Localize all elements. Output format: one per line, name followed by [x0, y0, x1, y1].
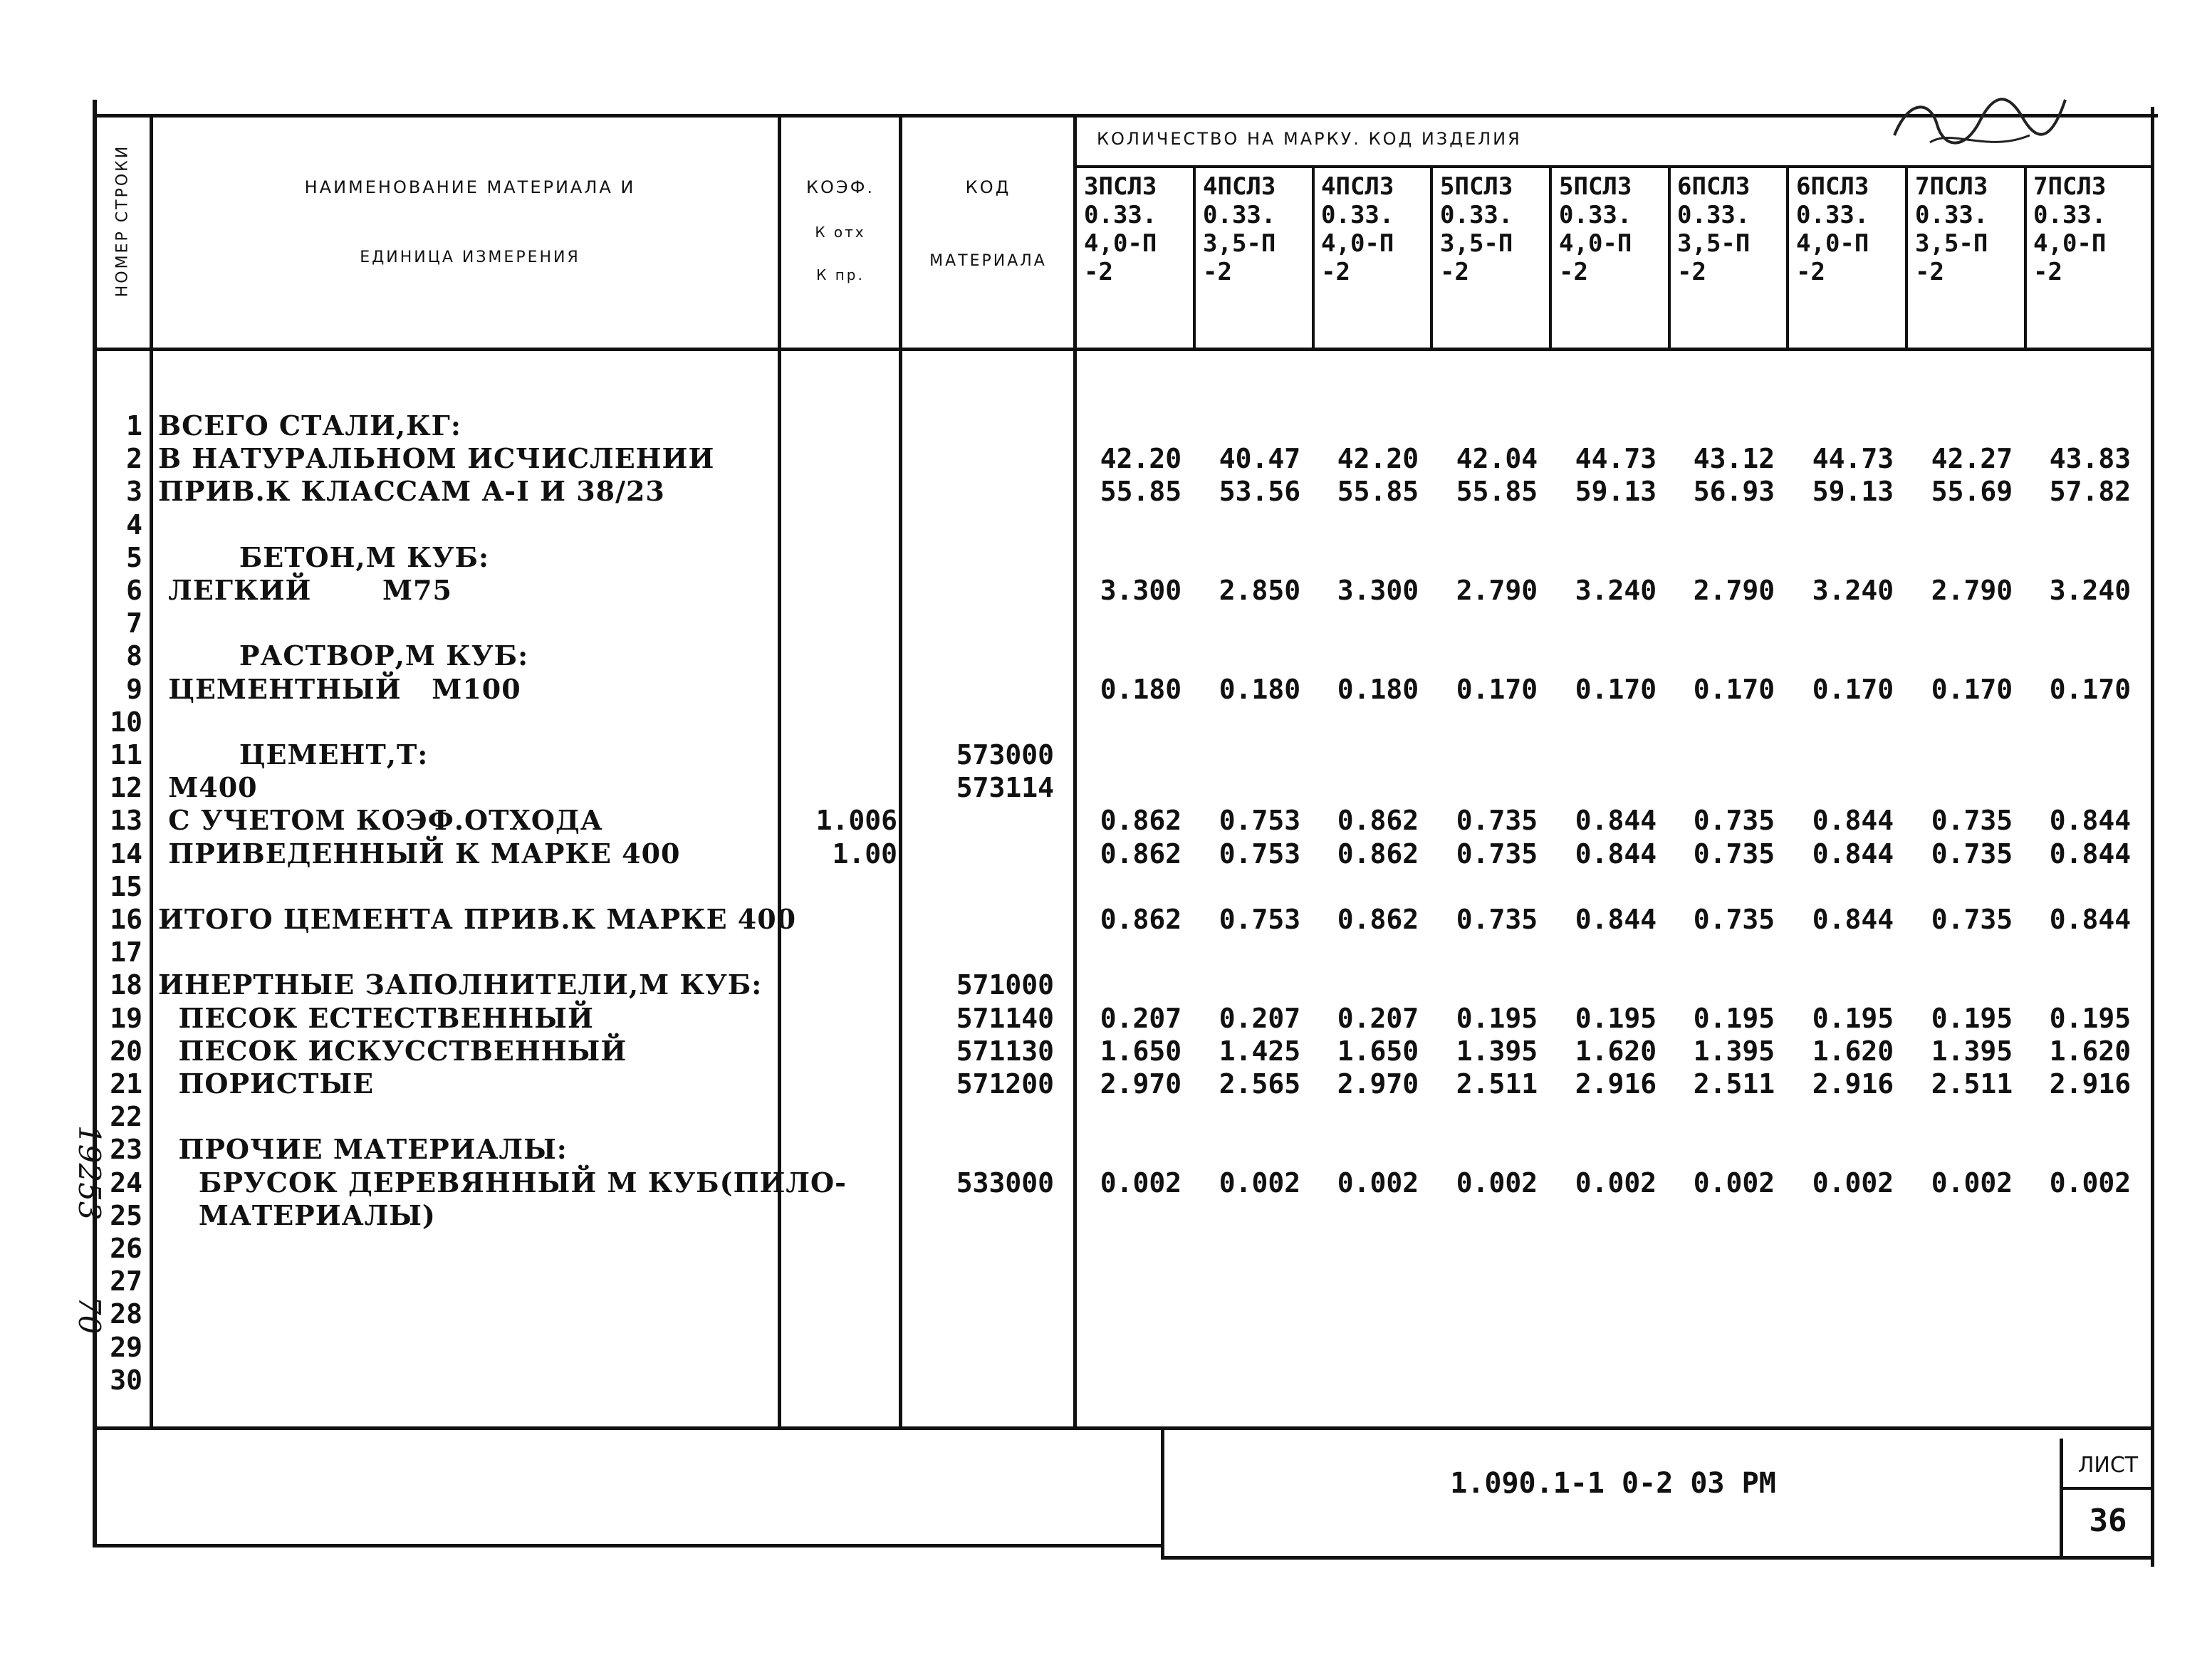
quantity-value: 3.240 — [1812, 575, 1894, 606]
row-number: 17 — [110, 936, 142, 969]
quantity-value: 0.195 — [1931, 1002, 2013, 1034]
quantity-header: КОЛИЧЕСТВО НА МАРКУ. КОД ИЗДЕЛИЯ — [1097, 129, 1522, 149]
material-code: 573114 — [956, 772, 1054, 804]
code-header-line1: КОД — [965, 177, 1011, 197]
row-number: 26 — [110, 1233, 142, 1264]
quantity-value: 0.844 — [1812, 805, 1894, 837]
quantity-value: 0.735 — [1693, 805, 1775, 837]
sheet-number: 36 — [2089, 1503, 2127, 1539]
material-name: ПРОЧИЕ МАТЕРИАЛЫ: — [158, 1133, 568, 1166]
quantity-value: 0.844 — [1575, 837, 1657, 870]
quantity-value: 0.002 — [1812, 1166, 1894, 1199]
material-name: ПЕСОК ЕСТЕСТВЕННЫЙ — [158, 1001, 594, 1034]
quantity-value: 44.73 — [1812, 443, 1894, 475]
quantity-value: 0.735 — [1931, 837, 2013, 870]
row-number: 10 — [110, 706, 142, 738]
quantity-value: 0.735 — [1693, 837, 1775, 870]
row-number: 9 — [126, 673, 142, 705]
quantity-value: 40.47 — [1219, 443, 1301, 475]
quantity-value: 42.20 — [1100, 443, 1182, 475]
quantity-value: 0.002 — [2049, 1166, 2132, 1199]
material-code: 573000 — [956, 739, 1054, 771]
koef-header-line1: КОЭФ. — [806, 177, 875, 197]
row-number: 3 — [126, 476, 142, 508]
frame-bottom-line — [93, 1544, 1161, 1547]
quantity-value: 0.170 — [1812, 673, 1894, 705]
quantity-value: 1.425 — [1219, 1035, 1301, 1067]
row-number: 1 — [126, 410, 142, 442]
quantity-value: 0.180 — [1337, 673, 1419, 705]
product-code: 5ПСЛ3 0.33. 3,5-П -2 — [1440, 172, 1513, 286]
quantity-value: 0.735 — [1693, 904, 1775, 935]
quantity-value: 2.850 — [1219, 575, 1301, 606]
row-number: 18 — [110, 969, 142, 1001]
row-number: 20 — [110, 1035, 142, 1067]
material-name: РАСТВОР,М КУБ: — [158, 640, 529, 672]
quantity-value: 0.862 — [1100, 837, 1182, 870]
quantity-value: 0.844 — [2049, 837, 2132, 870]
koef-header-line3: К пр. — [816, 266, 865, 283]
material-name: ИНЕРТНЫЕ ЗАПОЛНИТЕЛИ,М КУБ: — [158, 969, 763, 1001]
quantity-value: 0.844 — [1812, 904, 1894, 935]
row-number: 25 — [110, 1199, 142, 1231]
quantity-value: 1.620 — [1812, 1035, 1894, 1067]
product-code: 5ПСЛ3 0.33. 4,0-П -2 — [1559, 172, 1632, 286]
quantity-value: 0.195 — [1575, 1002, 1657, 1034]
quantity-value: 0.844 — [1575, 805, 1657, 837]
quantity-value: 0.195 — [1456, 1002, 1538, 1034]
product-code: 7ПСЛ3 0.33. 3,5-П -2 — [1915, 172, 1988, 286]
quantity-value: 0.735 — [1456, 805, 1538, 837]
quantity-value: 2.916 — [1575, 1068, 1657, 1100]
quantity-value: 0.844 — [2049, 805, 2132, 837]
document-designation: 1.090.1-1 0-2 03 РМ — [1450, 1467, 1776, 1500]
frame-top-line — [93, 114, 2158, 118]
quantity-value: 2.916 — [2049, 1068, 2132, 1100]
frame-bottom-right-line — [1161, 1556, 2154, 1560]
quantity-value: 0.862 — [1337, 837, 1419, 870]
material-name: ЛЕГКИЙ М75 — [158, 574, 452, 606]
quantity-value: 0.735 — [1931, 904, 2013, 935]
inventory-number: 19253 — [72, 1125, 107, 1221]
row-number: 14 — [110, 837, 142, 870]
row-number: 21 — [110, 1068, 142, 1100]
row-number: 13 — [110, 805, 142, 837]
row-number: 30 — [110, 1364, 142, 1396]
quantity-value: 56.93 — [1693, 476, 1775, 508]
material-code: 571130 — [956, 1035, 1054, 1067]
quantity-value: 1.620 — [2049, 1035, 2132, 1067]
quantity-value: 0.844 — [2049, 904, 2132, 935]
quantity-value: 0.844 — [1812, 837, 1894, 870]
quantity-value: 3.240 — [1575, 575, 1657, 606]
prod-sep-1 — [1193, 165, 1196, 349]
quantity-value: 0.002 — [1337, 1166, 1419, 1199]
quantity-value: 0.735 — [1931, 805, 2013, 837]
quantity-value: 0.753 — [1219, 904, 1301, 935]
quantity-value: 0.170 — [2049, 673, 2132, 705]
quantity-value: 0.862 — [1100, 805, 1182, 837]
quantity-value: 57.82 — [2049, 476, 2132, 508]
quantity-value: 0.862 — [1337, 904, 1419, 935]
quantity-value: 42.04 — [1456, 443, 1538, 475]
product-code: 7ПСЛ3 0.33. 4,0-П -2 — [2033, 172, 2107, 286]
quantity-value: 55.85 — [1100, 476, 1182, 508]
material-name: М400 — [158, 771, 258, 804]
quantity-header-line — [1075, 165, 2153, 168]
footer-sheet-sep — [2060, 1439, 2063, 1560]
frame-right-line — [2151, 107, 2154, 1567]
row-number: 28 — [110, 1298, 142, 1330]
material-name: ПРИВЕДЕННЫЙ К МАРКЕ 400 — [158, 837, 681, 870]
quantity-value: 0.180 — [1219, 673, 1301, 705]
col-sep-code — [1073, 114, 1077, 1428]
quantity-value: 3.240 — [2049, 575, 2132, 606]
quantity-value: 43.83 — [2049, 443, 2132, 475]
name-header-line2: ЕДИНИЦА ИЗМЕРЕНИЯ — [360, 249, 580, 266]
code-header-line2: МАТЕРИАЛА — [929, 252, 1047, 270]
quantity-value: 55.85 — [1456, 476, 1538, 508]
quantity-value: 1.650 — [1337, 1035, 1419, 1067]
quantity-value: 0.170 — [1456, 673, 1538, 705]
quantity-value: 2.790 — [1456, 575, 1538, 606]
quantity-value: 0.195 — [1693, 1002, 1775, 1034]
material-name: ЦЕМЕНТ,Т: — [158, 738, 429, 771]
material-name: ЦЕМЕНТНЫЙ М100 — [158, 672, 521, 705]
quantity-value: 0.735 — [1456, 904, 1538, 935]
quantity-value: 0.002 — [1931, 1166, 2013, 1199]
prod-sep-5 — [1668, 165, 1671, 349]
quantity-value: 0.180 — [1100, 673, 1182, 705]
quantity-value: 0.170 — [1931, 673, 2013, 705]
koef-header-line2: К отх — [815, 224, 866, 241]
material-name: ПРИВ.К КЛАССАМ А-I И 38/23 — [158, 475, 665, 508]
quantity-value: 1.395 — [1693, 1035, 1775, 1067]
footer-sheet-mid — [2060, 1487, 2152, 1490]
quantity-value: 0.002 — [1456, 1166, 1538, 1199]
quantity-value: 2.970 — [1100, 1068, 1182, 1100]
quantity-value: 2.511 — [1456, 1068, 1538, 1100]
quantity-value: 1.650 — [1100, 1035, 1182, 1067]
quantity-value: 59.13 — [1812, 476, 1894, 508]
product-code: 6ПСЛ3 0.33. 3,5-П -2 — [1677, 172, 1751, 286]
quantity-value: 0.207 — [1100, 1002, 1182, 1034]
row-number: 12 — [110, 772, 142, 804]
waste-coefficient: 1.00 — [832, 837, 897, 870]
product-code: 6ПСЛ3 0.33. 4,0-П -2 — [1796, 172, 1869, 286]
quantity-value: 55.69 — [1931, 476, 2013, 508]
quantity-value: 0.207 — [1219, 1002, 1301, 1034]
quantity-value: 0.735 — [1456, 837, 1538, 870]
quantity-value: 55.85 — [1337, 476, 1419, 508]
quantity-value: 44.73 — [1575, 443, 1657, 475]
material-code: 571000 — [956, 969, 1054, 1001]
material-code: 571140 — [956, 1002, 1054, 1034]
footer-sep-left — [1161, 1428, 1164, 1556]
row-number: 7 — [126, 607, 142, 640]
material-name: МАТЕРИАЛЫ) — [158, 1199, 436, 1231]
quantity-value: 0.002 — [1100, 1166, 1182, 1199]
handwritten-signature — [1887, 85, 2072, 157]
page-mark: 70 — [72, 1296, 107, 1335]
quantity-value: 0.002 — [1219, 1166, 1301, 1199]
row-number: 29 — [110, 1331, 142, 1363]
prod-sep-7 — [1905, 165, 1908, 349]
product-code: 4ПСЛ3 0.33. 4,0-П -2 — [1321, 172, 1394, 286]
row-number: 8 — [126, 640, 142, 672]
row-number: 16 — [110, 904, 142, 935]
quantity-value: 2.565 — [1219, 1068, 1301, 1100]
quantity-value: 2.511 — [1693, 1068, 1775, 1100]
row-number: 4 — [126, 508, 142, 541]
material-name: В НАТУРАЛЬНОМ ИСЧИСЛЕНИИ — [158, 442, 715, 475]
prod-sep-3 — [1430, 165, 1433, 349]
quantity-value: 0.862 — [1337, 805, 1419, 837]
material-name: ПЕСОК ИСКУССТВЕННЫЙ — [158, 1034, 627, 1067]
material-name: ИТОГО ЦЕМЕНТА ПРИВ.К МАРКЕ 400 — [158, 903, 797, 935]
row-number: 15 — [110, 870, 142, 902]
material-name: С УЧЕТОМ КОЭФ.ОТХОДА — [158, 804, 603, 837]
prod-sep-2 — [1312, 165, 1315, 349]
quantity-value: 0.170 — [1693, 673, 1775, 705]
quantity-value: 0.002 — [1575, 1166, 1657, 1199]
row-number: 27 — [110, 1265, 142, 1298]
sheet-label: ЛИСТ — [2077, 1453, 2139, 1478]
quantity-value: 0.195 — [2049, 1002, 2132, 1034]
row-number: 22 — [110, 1101, 142, 1133]
col-sep-rownum — [150, 114, 153, 1428]
row-number: 11 — [110, 739, 142, 771]
material-name: БРУСОК ДЕРЕВЯННЫЙ М КУБ(ПИЛО- — [158, 1166, 847, 1199]
name-header-line1: НАИМЕНОВАНИЕ МАТЕРИАЛА И — [304, 177, 636, 197]
row-number: 24 — [110, 1166, 142, 1199]
material-name: БЕТОН,М КУБ: — [158, 541, 489, 573]
material-name: ВСЕГО СТАЛИ,КГ: — [158, 409, 461, 442]
col-sep-koef — [899, 114, 902, 1428]
quantity-value: 2.790 — [1693, 575, 1775, 606]
product-code: 3ПСЛ3 0.33. 4,0-П -2 — [1084, 172, 1157, 286]
row-number: 6 — [126, 575, 142, 606]
quantity-value: 0.207 — [1337, 1002, 1419, 1034]
row-number: 19 — [110, 1002, 142, 1034]
prod-sep-8 — [2024, 165, 2027, 349]
prod-sep-4 — [1549, 165, 1552, 349]
quantity-value: 1.395 — [1931, 1035, 2013, 1067]
quantity-value: 0.170 — [1575, 673, 1657, 705]
row-number: 23 — [110, 1134, 142, 1166]
row-number-header: НОМЕР СТРОКИ — [113, 144, 132, 298]
quantity-value: 0.844 — [1575, 904, 1657, 935]
row-number: 2 — [126, 443, 142, 475]
quantity-value: 3.300 — [1337, 575, 1419, 606]
quantity-value: 42.20 — [1337, 443, 1419, 475]
quantity-value: 2.790 — [1931, 575, 2013, 606]
table-bottom-line — [93, 1426, 2154, 1430]
waste-coefficient: 1.006 — [815, 805, 897, 837]
quantity-value: 0.753 — [1219, 805, 1301, 837]
quantity-value: 0.753 — [1219, 837, 1301, 870]
quantity-value: 53.56 — [1219, 476, 1301, 508]
quantity-value: 2.970 — [1337, 1068, 1419, 1100]
quantity-value: 3.300 — [1100, 575, 1182, 606]
quantity-value: 2.916 — [1812, 1068, 1894, 1100]
col-sep-name — [778, 114, 781, 1428]
material-name: ПОРИСТЫЕ — [158, 1068, 375, 1100]
material-code: 571200 — [956, 1068, 1054, 1100]
quantity-value: 0.002 — [1693, 1166, 1775, 1199]
quantity-value: 1.395 — [1456, 1035, 1538, 1067]
quantity-value: 1.620 — [1575, 1035, 1657, 1067]
quantity-value: 43.12 — [1693, 443, 1775, 475]
quantity-value: 0.195 — [1812, 1002, 1894, 1034]
quantity-value: 0.862 — [1100, 904, 1182, 935]
row-number: 5 — [126, 541, 142, 573]
header-bottom-line — [93, 348, 2154, 351]
material-code: 533000 — [956, 1166, 1054, 1199]
quantity-value: 42.27 — [1931, 443, 2013, 475]
prod-sep-6 — [1786, 165, 1789, 349]
quantity-value: 59.13 — [1575, 476, 1657, 508]
product-code: 4ПСЛ3 0.33. 3,5-П -2 — [1203, 172, 1276, 286]
quantity-value: 2.511 — [1931, 1068, 2013, 1100]
